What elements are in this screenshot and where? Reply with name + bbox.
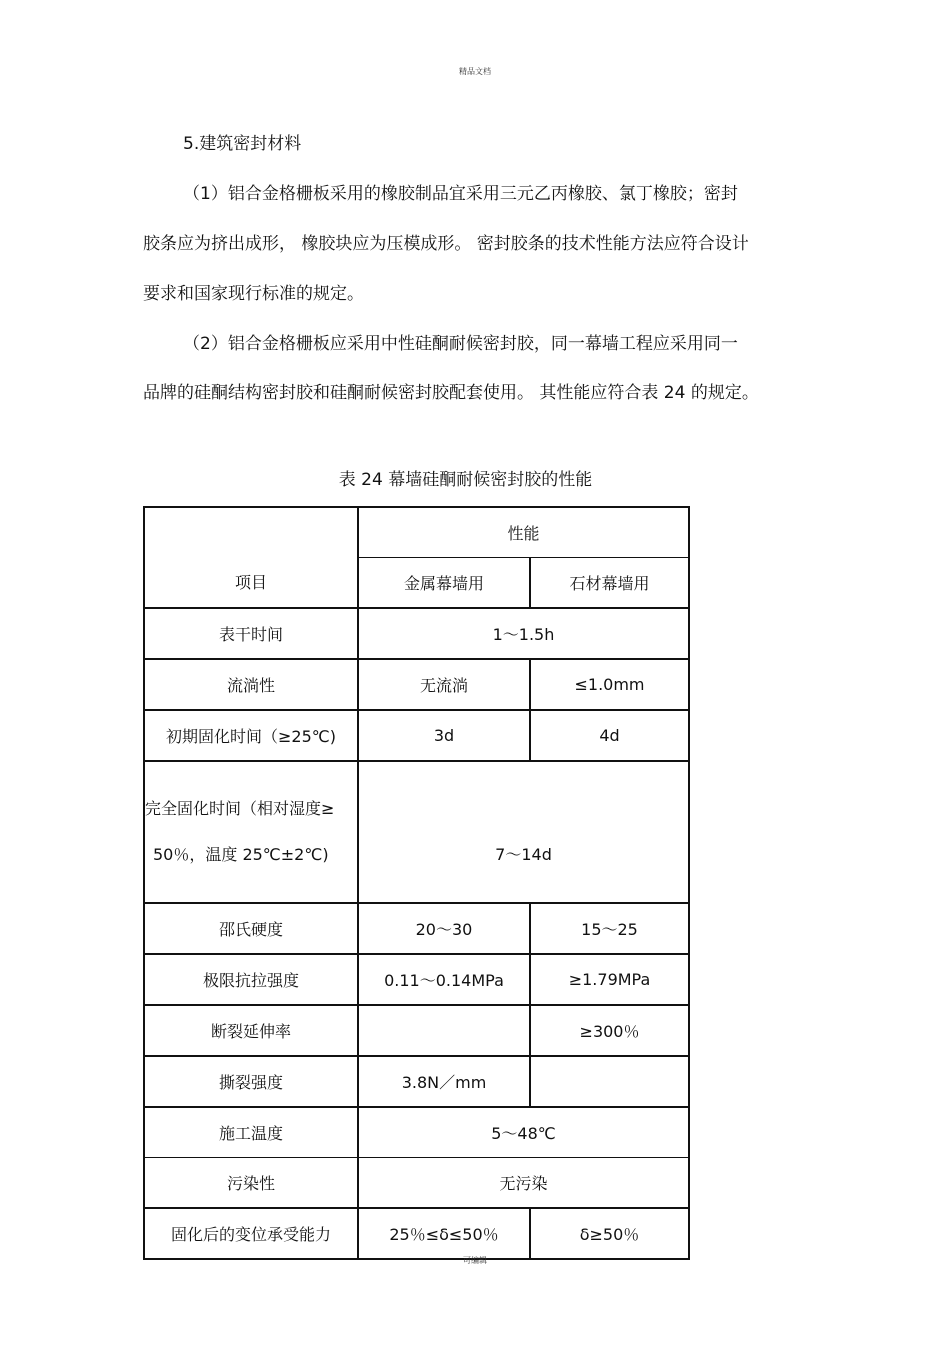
row-item (144, 761, 358, 903)
row-item: 污染性 (144, 1158, 358, 1209)
row-stone: δ≥50％ (530, 1208, 689, 1259)
row-stone: ≥300％ (530, 1005, 689, 1056)
table-row (144, 1158, 689, 1209)
row-metal: 3d (358, 710, 530, 761)
row-item: 初期固化时间（≥25℃) (144, 710, 358, 761)
table-row (144, 710, 689, 761)
row-metal: 无流淌 (358, 659, 530, 710)
row-metal: 3.8N／mm (358, 1056, 530, 1107)
header-metal: 金属幕墙用 (358, 558, 530, 609)
table-row (144, 1107, 689, 1158)
sealant-performance-table (143, 506, 690, 1260)
row-item: 固化后的变位承受能力 (144, 1208, 358, 1259)
row-metal: 20～30 (358, 903, 530, 954)
row-item: 施工温度 (144, 1107, 358, 1158)
row-stone: ≤1.0mm (530, 659, 689, 710)
section-heading: 5.建筑密封材料 (183, 134, 302, 154)
page-footer: 可编辑 (463, 1256, 487, 1265)
row-item-line-1: 完全固化时间（相对湿度≥ (145, 799, 335, 818)
header-performance: 性能 (358, 507, 689, 558)
row-stone (530, 1056, 689, 1107)
table-row (144, 1056, 689, 1107)
row-item: 表干时间 (144, 608, 358, 659)
paragraph-1-line-2: 胶条应为挤出成形， 橡胶块应为压模成形。 密封胶条的技术性能方法应符合设计 (143, 234, 749, 254)
row-stone: 15～25 (530, 903, 689, 954)
row-value: 无污染 (358, 1158, 689, 1209)
row-item: 邵氏硬度 (144, 903, 358, 954)
row-item: 撕裂强度 (144, 1056, 358, 1107)
paragraph-1-line-1: （1）铝合金格栅板采用的橡胶制品宜采用三元乙丙橡胶、氯丁橡胶；密封 (183, 184, 738, 204)
row-value: 1～1.5h (358, 608, 689, 659)
table-row (144, 608, 689, 659)
page-header: 精品文档 (459, 67, 491, 76)
row-stone: ≥1.79MPa (530, 954, 689, 1005)
row-value: 5～48℃ (358, 1107, 689, 1158)
table-row (144, 903, 689, 954)
paragraph-2-line-2: 品牌的硅酮结构密封胶和硅酮耐候密封胶配套使用。 其性能应符合表 24 的规定。 (143, 383, 759, 403)
row-item-line-2: 50％，温度 25℃±2℃) (153, 845, 329, 864)
header-item: 项目 (144, 507, 358, 608)
header-stone: 石材幕墙用 (530, 558, 689, 609)
table-row (144, 659, 689, 710)
table-header-row (144, 507, 689, 558)
row-item: 断裂延伸率 (144, 1005, 358, 1056)
table-row (144, 954, 689, 1005)
table-row (144, 1208, 689, 1259)
table-row (144, 761, 689, 903)
row-item: 极限抗拉强度 (144, 954, 358, 1005)
row-value: 7～14d (358, 761, 689, 903)
paragraph-1-line-3: 要求和国家现行标准的规定。 (143, 284, 364, 304)
row-stone: 4d (530, 710, 689, 761)
row-metal (358, 1005, 530, 1056)
table-caption: 表 24 幕墙硅酮耐候密封胶的性能 (338, 470, 593, 490)
row-metal: 25％≤δ≤50％ (358, 1208, 530, 1259)
row-metal: 0.11～0.14MPa (358, 954, 530, 1005)
table-row (144, 1005, 689, 1056)
paragraph-2-line-1: （2）铝合金格栅板应采用中性硅酮耐候密封胶，同一幕墙工程应采用同一 (183, 334, 738, 354)
row-item: 流淌性 (144, 659, 358, 710)
